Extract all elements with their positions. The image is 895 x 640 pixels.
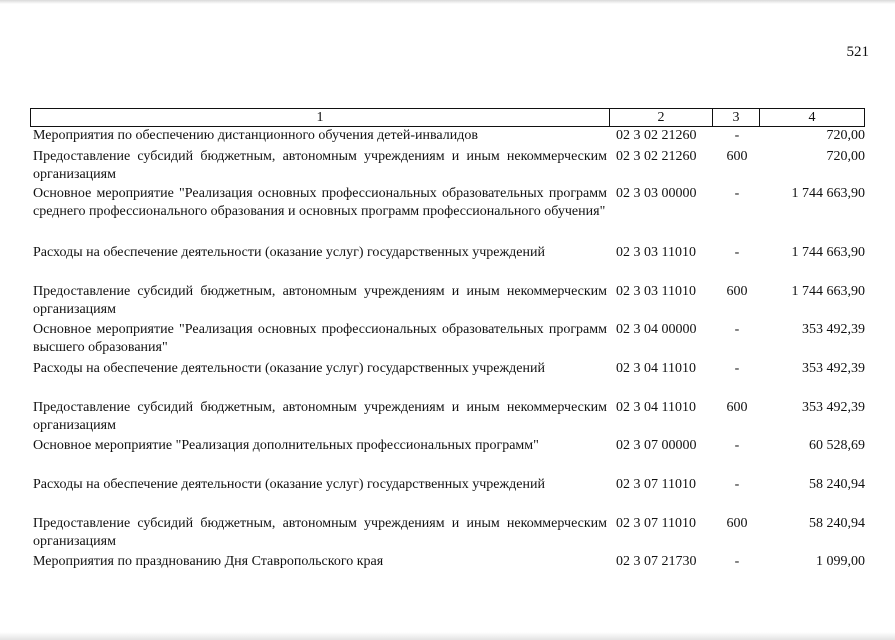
row-type: - — [734, 477, 740, 492]
row-code: 02 3 07 11010 — [616, 516, 696, 531]
row-name: Расходы на обеспечение деятельности (оказание услуг) государственных учреждений — [33, 477, 545, 492]
row-type: - — [734, 245, 740, 260]
row-sum: 353 492,39 — [802, 361, 865, 376]
row-name: Предоставление субсидий бюджетным, автономным учреждениям и иным некоммерческим организациям — [33, 284, 607, 317]
column-header-table — [30, 108, 865, 127]
row-sum: 58 240,94 — [809, 516, 865, 531]
row-type: - — [734, 554, 740, 569]
row-name: Мероприятия по празднованию Дня Ставропольского края — [33, 554, 384, 569]
row-type: 600 — [726, 149, 748, 164]
row-code: 02 3 02 21260 — [616, 149, 697, 164]
row-type: 600 — [726, 400, 748, 415]
row-code: 02 3 03 00000 — [616, 186, 697, 201]
row-code: 02 3 02 21260 — [616, 128, 697, 143]
row-name: Основное мероприятие "Реализация основных профессиональных образовательных программ высшего образования" — [33, 322, 607, 355]
row-sum: 720,00 — [826, 149, 865, 164]
column-header-sum: 4 — [760, 109, 865, 127]
row-type: 600 — [726, 516, 748, 531]
row-name: Предоставление субсидий бюджетным, автономным учреждениям и иным некоммерческим организациям — [33, 149, 607, 182]
row-code: 02 3 04 11010 — [616, 361, 696, 376]
row-name: Основное мероприятие "Реализация дополнительных профессиональных программ" — [33, 438, 539, 453]
row-name: Расходы на обеспечение деятельности (оказание услуг) государственных учреждений — [33, 361, 545, 376]
row-code: 02 3 07 11010 — [616, 477, 696, 492]
row-type: - — [734, 361, 740, 376]
row-code: 02 3 03 11010 — [616, 284, 696, 299]
row-sum: 58 240,94 — [809, 477, 865, 492]
row-code: 02 3 03 11010 — [616, 245, 696, 260]
row-name: Предоставление субсидий бюджетным, автономным учреждениям и иным некоммерческим организациям — [33, 516, 607, 549]
row-sum: 1 744 663,90 — [791, 284, 865, 299]
row-sum: 1 744 663,90 — [791, 186, 865, 201]
row-name: Основное мероприятие "Реализация основных профессиональных образовательных программ среднего профессионального образования и основных программ профессионального обучения" — [33, 186, 607, 219]
column-header-name: 1 — [31, 109, 610, 127]
row-sum: 1 099,00 — [816, 554, 865, 569]
row-sum: 353 492,39 — [802, 400, 865, 415]
row-code: 02 3 07 21730 — [616, 554, 697, 569]
row-sum: 720,00 — [826, 128, 865, 143]
scan-edge-top — [0, 0, 895, 4]
scan-edge-bottom — [0, 632, 895, 640]
row-type: - — [734, 438, 740, 453]
row-code: 02 3 07 00000 — [616, 438, 697, 453]
row-type: - — [734, 186, 740, 201]
row-type: - — [734, 322, 740, 337]
column-header-type: 3 — [713, 109, 760, 127]
row-name: Расходы на обеспечение деятельности (оказание услуг) государственных учреждений — [33, 245, 545, 260]
row-sum: 1 744 663,90 — [791, 245, 865, 260]
row-code: 02 3 04 11010 — [616, 400, 696, 415]
page-number: 521 — [846, 44, 869, 60]
row-type: 600 — [726, 284, 748, 299]
row-name: Мероприятия по обеспечению дистанционного обучения детей-инвалидов — [33, 128, 478, 143]
row-name: Предоставление субсидий бюджетным, автономным учреждениям и иным некоммерческим организациям — [33, 400, 607, 433]
row-type: - — [734, 128, 740, 143]
row-sum: 353 492,39 — [802, 322, 865, 337]
column-header-code: 2 — [610, 109, 713, 127]
row-sum: 60 528,69 — [809, 438, 865, 453]
row-code: 02 3 04 00000 — [616, 322, 697, 337]
